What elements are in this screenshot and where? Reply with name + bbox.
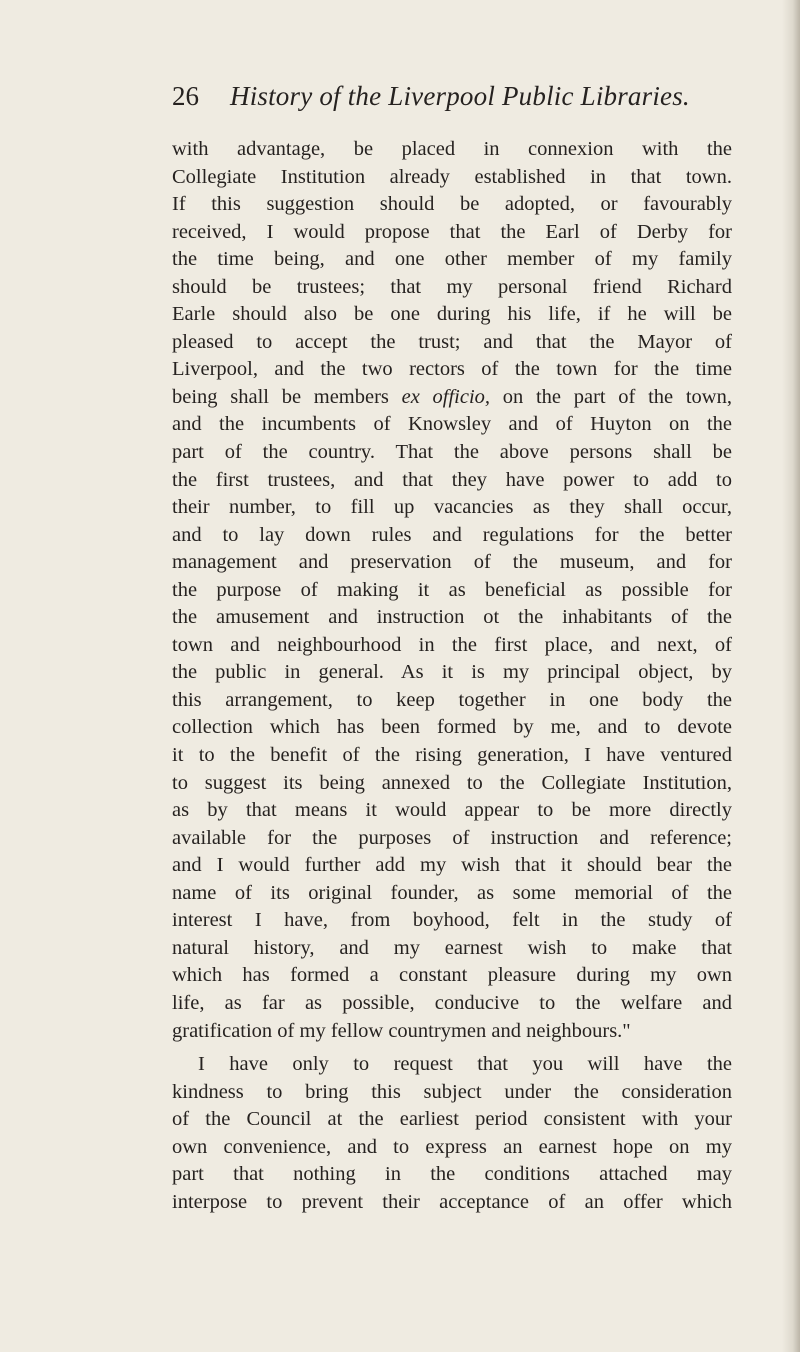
text-line: Earle should also be one during his life, if he will be bbox=[172, 303, 732, 326]
text-line: the time being, and one other member of my family bbox=[172, 248, 732, 271]
text-line-with-italic bbox=[172, 384, 732, 412]
text-line: received, I would propose that the Earl of Derby for bbox=[172, 220, 732, 243]
text-line: natural history, and my earnest wish to make that bbox=[172, 936, 732, 959]
italic-phrase: ex officio, bbox=[401, 385, 491, 408]
text-line: their number, to fill up vacancies as they shall occur, bbox=[172, 496, 732, 519]
text-line: management and preservation of the museum, and for bbox=[172, 551, 732, 574]
text-segment: on the part of the town, bbox=[490, 385, 732, 408]
text-line: and to lay down rules and regulations for the better bbox=[172, 523, 732, 546]
text-line: kindness to bring this subject under the consideration bbox=[172, 1080, 732, 1103]
text-line: the amusement and instruction ot the inhabitants of the bbox=[172, 606, 732, 629]
text-line: interpose to prevent their acceptance of an offer which bbox=[172, 1190, 732, 1213]
text-line: it to the benefit of the rising generation, I have ventured bbox=[172, 744, 732, 767]
text-line: of the Council at the earliest period consistent with your bbox=[172, 1108, 732, 1131]
text-line: with advantage, be placed in connexion with the bbox=[172, 138, 732, 160]
text-line: Liverpool, and the two rectors of the town for the time bbox=[172, 358, 732, 381]
page-number: 26 bbox=[172, 81, 199, 111]
running-title: History of the Liverpool Public Libraries. bbox=[230, 81, 690, 111]
text-line: Collegiate Institution already established in that town. bbox=[172, 165, 732, 188]
text-line: and the incumbents of Knowsley and of Huyton on the bbox=[172, 413, 732, 436]
text-line: life, as far as possible, conducive to the welfare and bbox=[172, 991, 732, 1014]
text-line: the purpose of making it as beneficial as possible for bbox=[172, 578, 732, 601]
text-line: and I would further add my wish that it should bear the bbox=[172, 854, 732, 877]
page-header bbox=[172, 78, 732, 118]
text-line: should be trustees; that my personal friend Richard bbox=[172, 275, 732, 298]
text-line: part of the country. That the above persons shall be bbox=[172, 441, 732, 464]
text-line: collection which has been formed by me, and to devote bbox=[172, 716, 732, 739]
text-line: pleased to accept the trust; and that the Mayor of bbox=[172, 330, 732, 353]
text-line: town and neighbourhood in the first place, and next, of bbox=[172, 633, 732, 656]
text-line: part that nothing in the conditions attached may bbox=[172, 1163, 732, 1186]
text-line: name of its original founder, as some memorial of the bbox=[172, 881, 732, 904]
text-line: interest I have, from boyhood, felt in the study of bbox=[172, 909, 732, 932]
text-line: I have only to request that you will have the bbox=[198, 1053, 732, 1076]
text-line: to suggest its being annexed to the Collegiate Institution, bbox=[172, 771, 732, 794]
text-line: available for the purposes of instruction and reference; bbox=[172, 826, 732, 849]
text-line: this arrangement, to keep together in one body the bbox=[172, 688, 732, 711]
text-line: as by that means it would appear to be more directly bbox=[172, 799, 732, 822]
text-line: own convenience, and to express an earnest hope on my bbox=[172, 1135, 732, 1158]
text-line: the first trustees, and that they have power to add to bbox=[172, 468, 732, 491]
page-edge-shadow bbox=[782, 0, 800, 1352]
body-text bbox=[172, 136, 732, 1216]
text-line: which has formed a constant pleasure during my own bbox=[172, 964, 732, 987]
text-segment: being shall be members bbox=[172, 385, 402, 408]
text-line: the public in general. As it is my principal object, by bbox=[172, 661, 732, 684]
text-line: gratification of my fellow countrymen and neighbours." bbox=[172, 1019, 631, 1042]
text-line: If this suggestion should be adopted, or favourably bbox=[172, 193, 732, 216]
